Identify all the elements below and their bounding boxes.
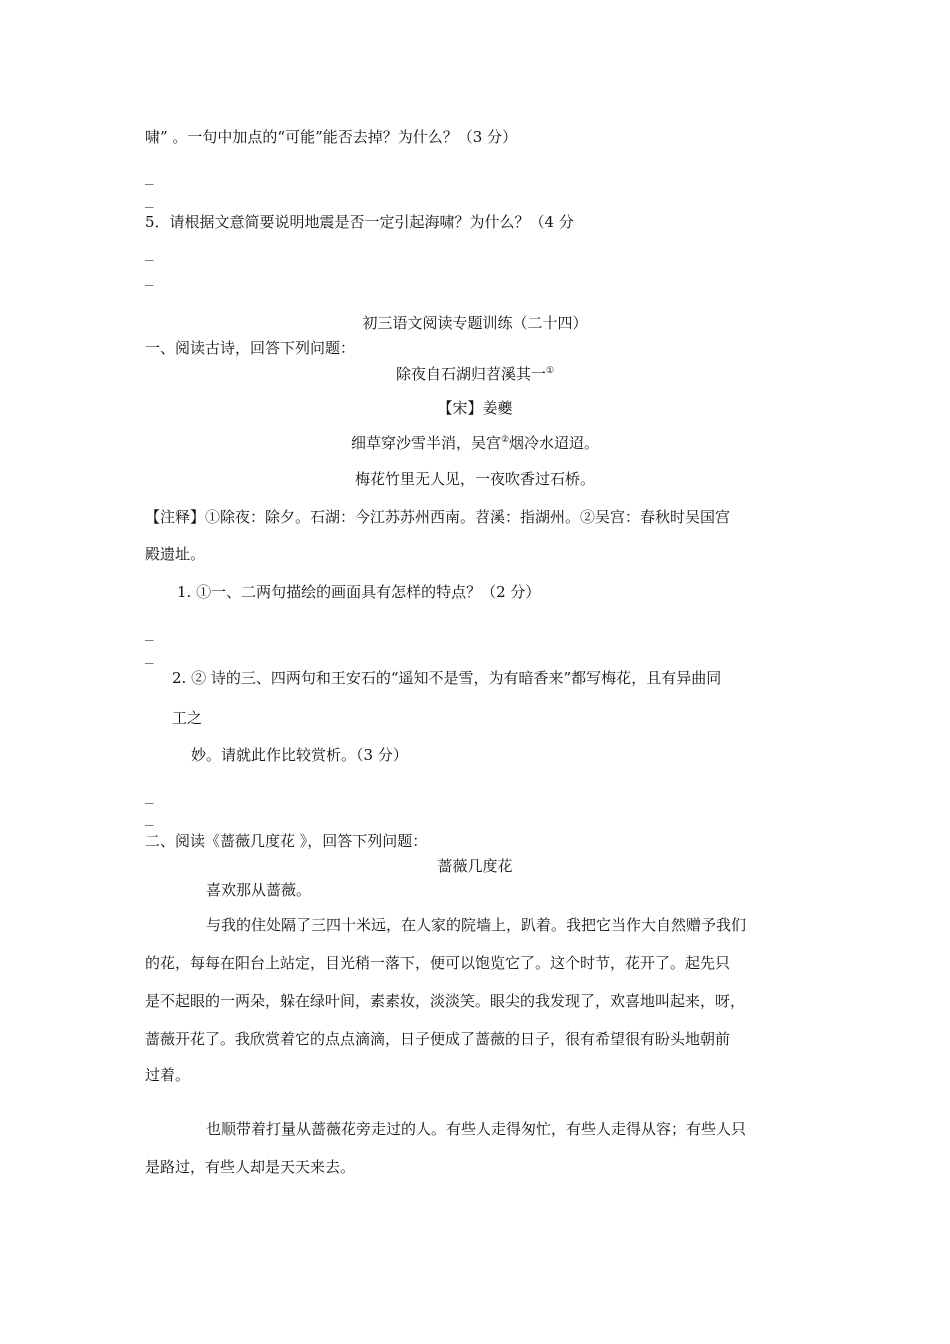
essay-paragraph-2-line: 的花，每每在阳台上站定，目光稍一落下，便可以饱览它了。这个时节，花开了。起先只 (145, 954, 731, 972)
answer-blank: _ (145, 625, 154, 641)
poem-line-1: 细草穿沙雪半消，吴宫②烟冷水迢迢。 (350, 434, 600, 452)
part1-heading: 一、阅读古诗，回答下列问题： (145, 339, 356, 357)
answer-blank: _ (145, 192, 154, 208)
answer-blank: _ (145, 169, 154, 185)
answer-blank: _ (145, 245, 154, 261)
answer-blank: _ (145, 648, 154, 664)
part2-heading: 二、阅读《蔷薇几度花 》，回答下列问题： (145, 832, 428, 850)
question-4-tail: 啸” 。一句中加点的“可能”能否去掉？为什么？（3 分） (145, 128, 518, 146)
essay-paragraph-2-line: 是不起眼的一两朵，躲在绿叶间，素素妆，淡淡笑。眼尖的我发现了，欢喜地叫起来，呀， (145, 992, 746, 1010)
essay-paragraph-3: 也顺带着打量从蔷薇花旁走过的人。有些人走得匆忙，有些人走得从容；有些人只 (206, 1120, 747, 1138)
poem-notes: 【注释】①除夜：除夕。石湖：今江苏苏州西南。苕溪：指湖州。②吴宫：春秋时吴国宫 (145, 508, 731, 526)
answer-blank: _ (145, 270, 154, 286)
poem-author: 【宋】姜夔 (437, 399, 513, 417)
footnote-marker: ② (500, 435, 510, 445)
section-title: 初三语文阅读专题训练（二十四） (362, 314, 588, 332)
poem-notes-cont: 殿遗址。 (145, 545, 206, 563)
essay-paragraph-2-line: 蔷薇开花了。我欣赏着它的点点滴滴，日子便成了蔷薇的日子，很有希望很有盼头地朝前 (145, 1030, 731, 1048)
question-2: 2. ② 诗的三、四两句和王安石的“遥知不是雪，为有暗香来”都写梅花，且有异曲同 (172, 669, 722, 687)
answer-blank: _ (145, 788, 154, 804)
essay-paragraph-3-line: 是路过，有些人却是天天来去。 (145, 1158, 356, 1176)
question-2-cont: 工之 (172, 709, 203, 727)
footnote-marker: ① (545, 366, 555, 376)
essay-paragraph-2: 与我的住处隔了三四十米远，在人家的院墙上，趴着。我把它当作大自然赠予我们 (206, 916, 747, 934)
essay-title: 蔷薇几度花 (437, 857, 513, 875)
essay-paragraph-2-line: 过着。 (145, 1066, 191, 1084)
answer-blank: _ (145, 810, 154, 826)
poem-title: 除夜自石湖归苕溪其一① (395, 365, 555, 383)
question-1: 1. ①一、二两句描绘的画面具有怎样的特点？（2 分） (177, 583, 541, 601)
essay-paragraph-1: 喜欢那从蔷薇。 (206, 881, 312, 899)
poem-line-2: 梅花竹里无人见，一夜吹香过石桥。 (354, 470, 595, 488)
question-5: 5．请根据文意简要说明地震是否一定引起海啸？为什么？（4 分 (145, 213, 574, 231)
question-2-cont: 妙。请就此作比较赏析。（3 分） (191, 746, 408, 764)
